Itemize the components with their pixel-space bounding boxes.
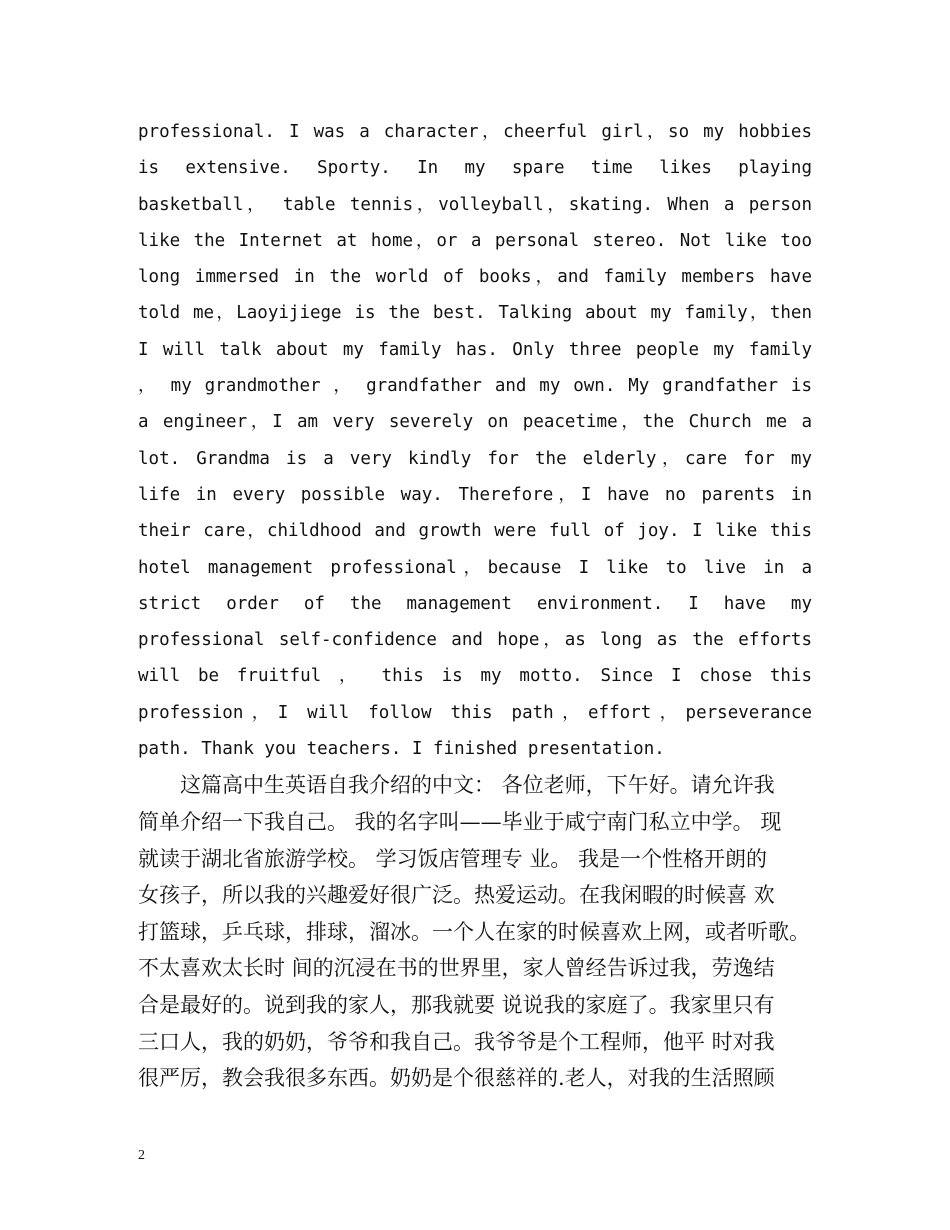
document-body [138,114,812,1097]
text-line: is extensive. Sporty. In my spare time likes playing [138,158,812,179]
text-line: 这篇高中生英语自我介绍的中文： 各位老师，下午好。请允许我 [180,773,775,798]
text-line: like the Internet at home，or a personal stereo. Not like too [138,230,812,251]
text-line: 就读于湖北省旅游学校。 学习饭店管理专 业。 我是一个性格开朗的 [138,846,768,871]
text-line: basketball， table tennis，volleyball，skating. When a person [138,194,812,215]
text-line: professional self-confidence and hope，as long as the efforts [138,630,812,651]
text-line: professional. I was a character，cheerful girl，so my hobbies [138,122,812,142]
text-line: profession，I will follow this path，effort，perseverance [138,702,812,723]
text-line: 简单介绍一下我自己。 我的名字叫——毕业于咸宁南门私立中学。 现 [138,809,782,834]
text-line: long immersed in the world of books，and family members have [138,267,812,288]
text-line: told me，Laoyijiege is the best. Talking about my family，then [138,303,812,324]
english-paragraph [138,114,812,767]
text-line: hotel management professional，because I like to live in a [138,557,812,578]
text-line: 三口人，我的奶奶，爷爷和我自己。我爷爷是个工程师，他平 时对我 [138,1029,775,1054]
text-line: strict order of the management environment. I have my [138,593,812,614]
text-line: 不太喜欢太长时 间的沉浸在书的世界里，家人曾经告诉过我，劳逸结 [138,956,775,981]
text-line: 女孩子，所以我的兴趣爱好很广泛。热爱运动。在我闲暇的时候喜 欢 [138,883,775,908]
text-line: 打篮球，乒乓球，排球，溜冰。一个人在家的时候喜欢上网，或者听歌。 [138,919,810,944]
text-line: life in every possible way. Therefore，I have no parents in [138,484,812,505]
text-line: will be fruitful ， this is my motto. Since I chose this [138,666,812,687]
text-line: I will talk about my family has. Only three people my family [138,339,812,360]
text-line: a engineer，I am very severely on peacetime，the Church me a [138,412,812,433]
text-line: lot. Grandma is a very kindly for the elderly，care for my [138,448,812,469]
chinese-paragraph [138,767,812,1096]
page-number: 2 [138,1148,145,1163]
text-line: their care，childhood and growth were full of joy. I like this [138,521,812,542]
text-line: path. Thank you teachers. I finished presentation. [138,739,665,760]
text-line: 合是最好的。说到我的家人，那我就要 说说我的家庭了。我家里只有 [138,992,775,1017]
text-line: ， my grandmother ， grandfather and my own. My grandfather is [138,376,812,397]
text-line: 很严厉，教会我很多东西。奶奶是个很慈祥的.老人，对我的生活照顾 [138,1066,775,1091]
